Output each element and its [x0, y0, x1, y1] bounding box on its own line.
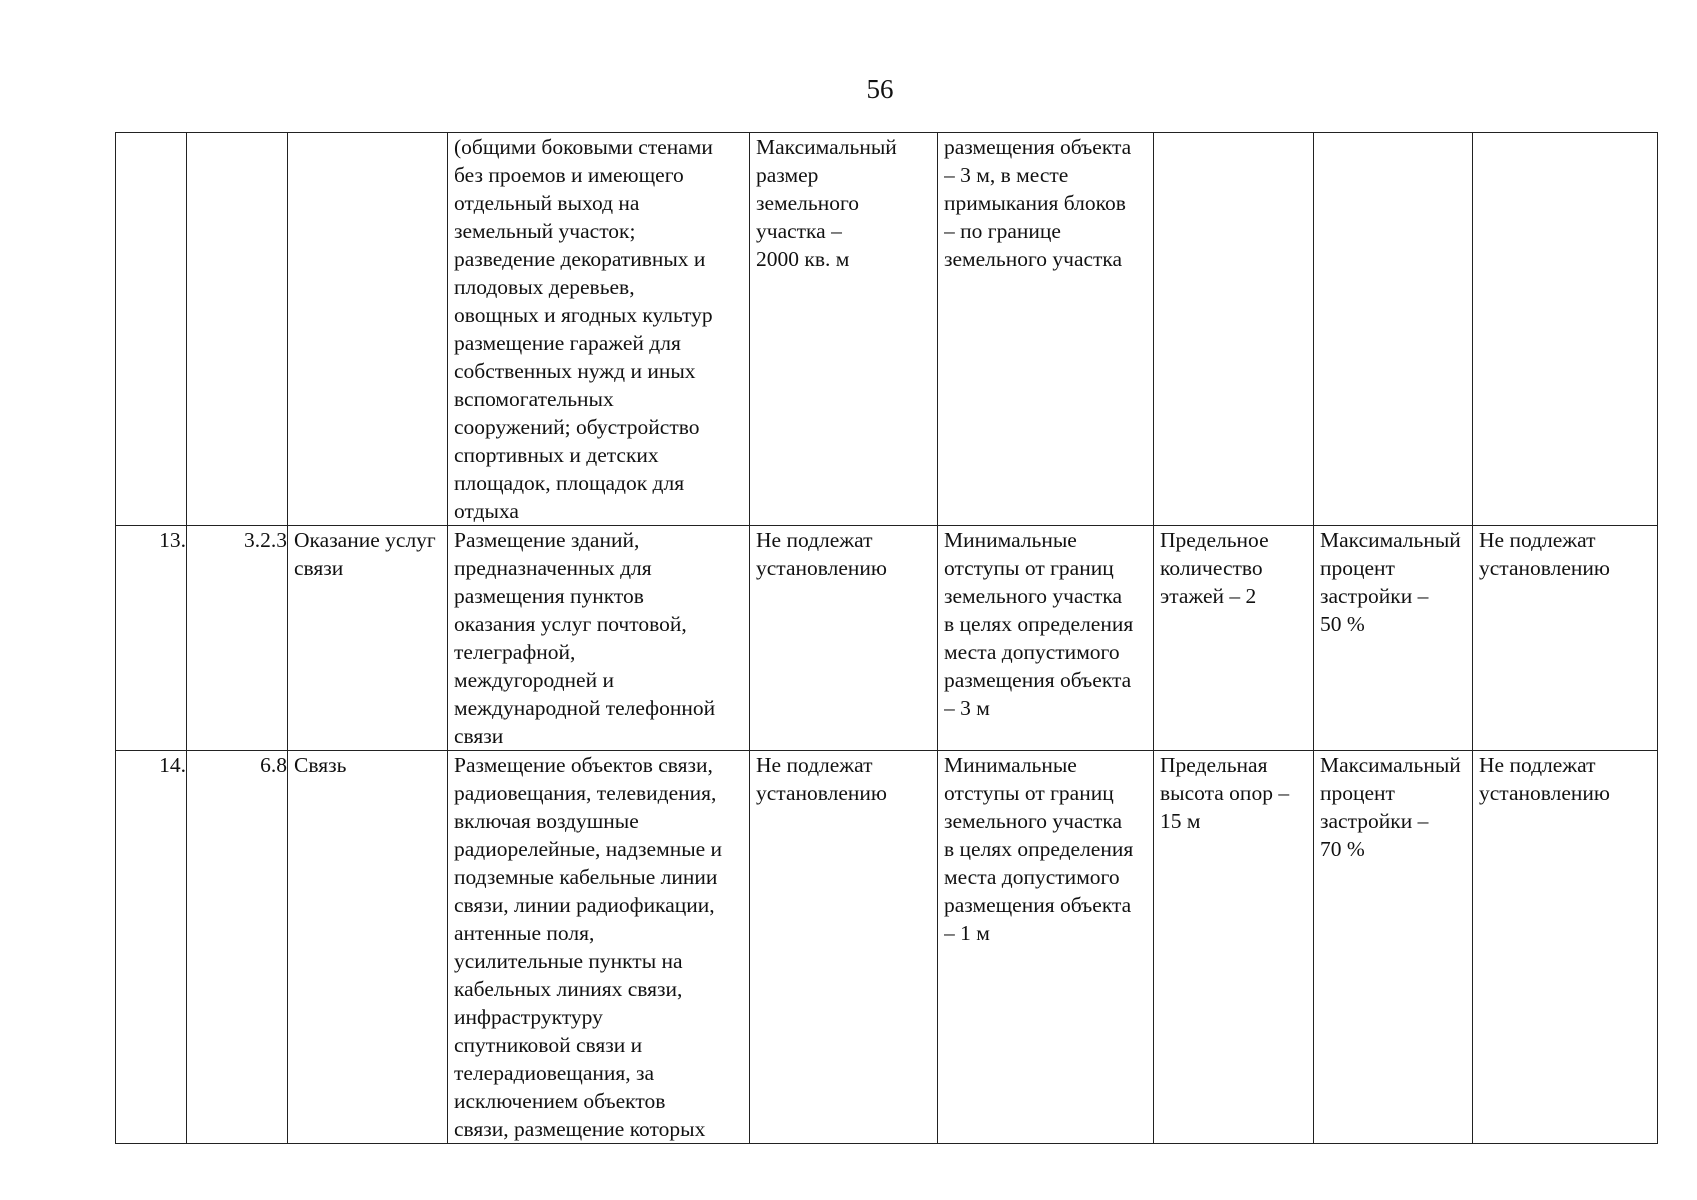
cell-plot-size: Не подлежат установлению	[750, 526, 938, 751]
cell-other: Не подлежат установлению	[1473, 526, 1658, 751]
cell-plot-size: Не подлежат установлению	[750, 751, 938, 1144]
cell-height: Предельная высота опор – 15 м	[1154, 751, 1314, 1144]
cell-description: (общими боковыми стенами без проемов и имеющего отдельный выход на земельный участок; разведение декоративных и плодовых деревьев, овощных и ягодных культур размещение гаражей для собственных нужд и иных вспомогательных сооружений; обустройство спортивных и детских площадок, площадок для отдыха	[448, 133, 750, 526]
cell-name	[288, 133, 448, 526]
cell-setbacks: Минимальные отступы от границ земельного участка в целях определения места допустимого размещения объекта – 3 м	[938, 526, 1154, 751]
cell-plot-size: Максимальный размер земельного участка – 2000 кв. м	[750, 133, 938, 526]
table-row	[116, 526, 1658, 751]
cell-number	[116, 133, 187, 526]
cell-code	[187, 133, 288, 526]
cell-number: 13.	[116, 526, 187, 751]
cell-coverage: Максимальный процент застройки – 70 %	[1314, 751, 1473, 1144]
cell-setbacks: Минимальные отступы от границ земельного участка в целях определения места допустимого размещения объекта – 1 м	[938, 751, 1154, 1144]
cell-other: Не подлежат установлению	[1473, 751, 1658, 1144]
cell-description: Размещение объектов связи, радиовещания, телевидения, включая воздушные радиорелейные, надземные и подземные кабельные линии связи, линии радиофикации, антенные поля, усилительные пункты на кабельных линиях связи, инфраструктуру спутниковой связи и телерадиовещания, за исключением объектов связи, размещение которых	[448, 751, 750, 1144]
cell-coverage: Максимальный процент застройки – 50 %	[1314, 526, 1473, 751]
page-number: 56	[866, 74, 894, 104]
cell-coverage	[1314, 133, 1473, 526]
cell-height: Предельное количество этажей – 2	[1154, 526, 1314, 751]
cell-code: 3.2.3	[187, 526, 288, 751]
cell-height	[1154, 133, 1314, 526]
regulations-table	[115, 132, 1658, 1144]
cell-setbacks: размещения объекта – 3 м, в месте примыкания блоков – по границе земельного участка	[938, 133, 1154, 526]
cell-name: Оказание услуг связи	[288, 526, 448, 751]
cell-other	[1473, 133, 1658, 526]
table-row-continuation	[116, 133, 1658, 526]
cell-description: Размещение зданий, предназначенных для размещения пунктов оказания услуг почтовой, телеграфной, междугородней и международной телефонной связи	[448, 526, 750, 751]
table-row	[116, 751, 1658, 1144]
cell-name: Связь	[288, 751, 448, 1144]
cell-code: 6.8	[187, 751, 288, 1144]
cell-number: 14.	[116, 751, 187, 1144]
